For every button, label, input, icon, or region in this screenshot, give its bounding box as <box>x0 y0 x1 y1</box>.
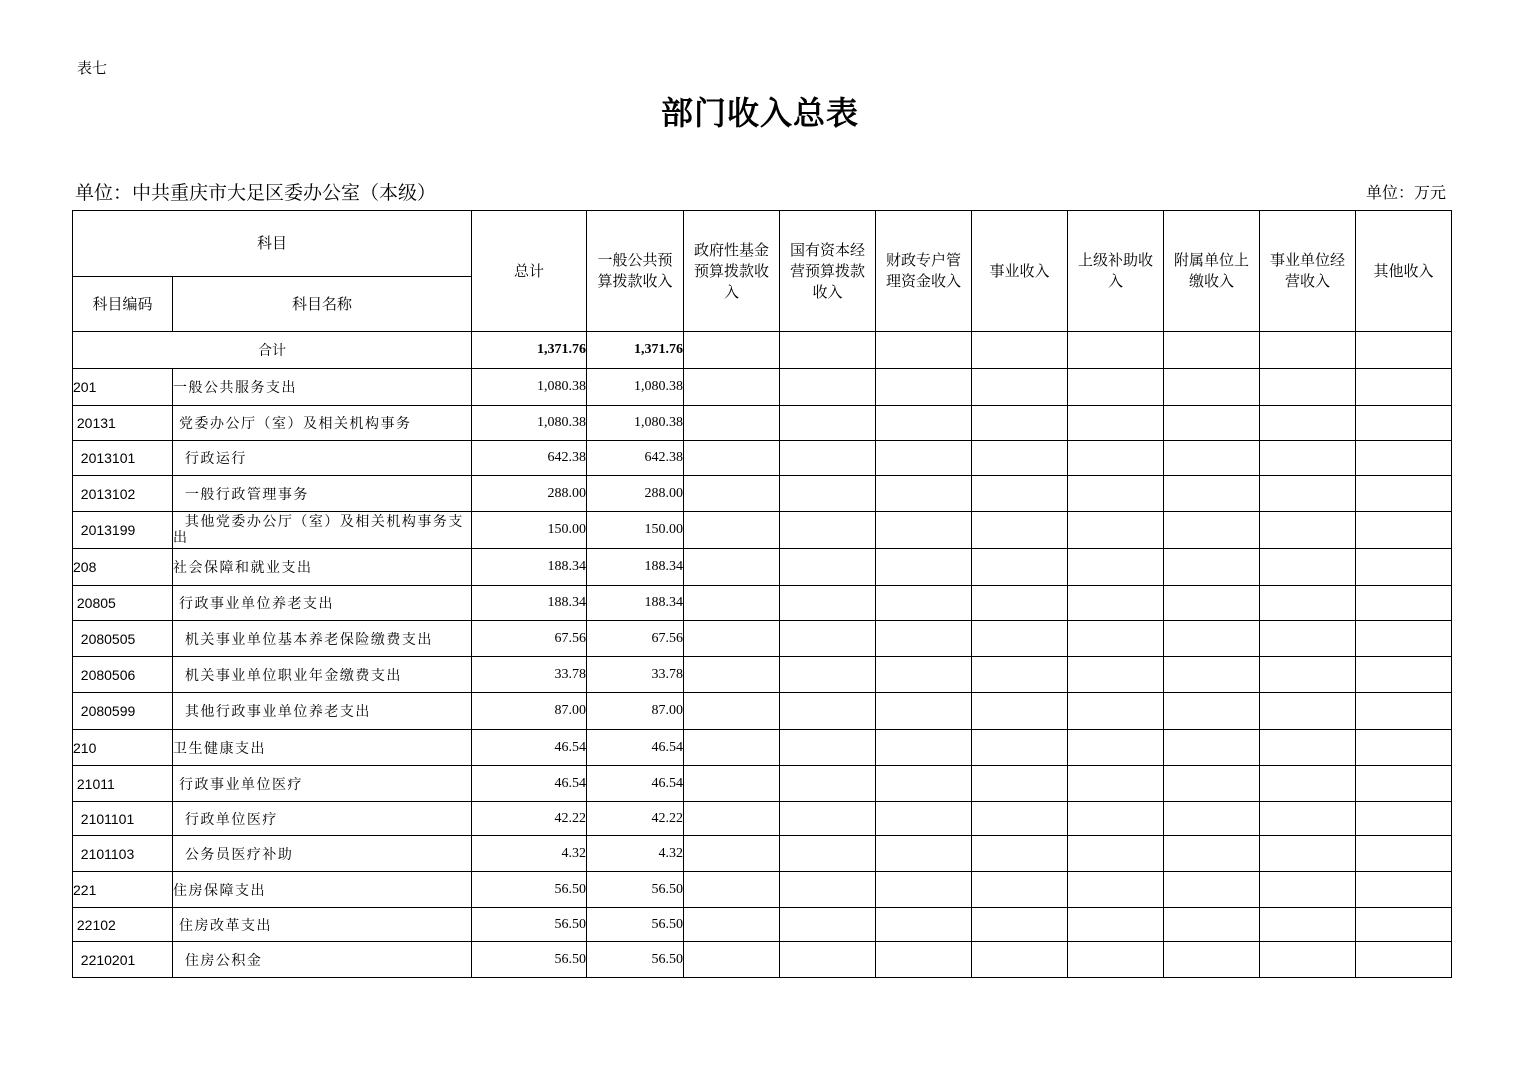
empty-cell <box>780 621 876 657</box>
subject-name: 党委办公厅（室）及相关机构事务 <box>173 406 472 441</box>
empty-cell <box>684 549 780 586</box>
subject-code: 2210201 <box>73 942 173 978</box>
empty-cell <box>1356 872 1452 908</box>
table-row <box>73 872 1452 908</box>
total-label: 合计 <box>73 332 472 369</box>
empty-cell <box>876 802 972 836</box>
empty-cell <box>972 802 1068 836</box>
empty-cell <box>780 369 876 406</box>
empty-cell <box>1164 766 1260 802</box>
empty-cell <box>780 441 876 476</box>
empty-cell <box>684 908 780 942</box>
table-row <box>73 586 1452 621</box>
empty-cell <box>684 406 780 441</box>
subject-name: 公务员医疗补助 <box>173 836 472 872</box>
empty-cell <box>780 730 876 766</box>
empty-cell <box>972 441 1068 476</box>
row-total: 87.00 <box>472 693 587 730</box>
empty-cell <box>1356 441 1452 476</box>
subject-code: 22102 <box>73 908 173 942</box>
empty-cell <box>1260 802 1356 836</box>
empty-cell <box>1164 369 1260 406</box>
header-code: 科目编码 <box>73 277 173 332</box>
empty-cell <box>684 836 780 872</box>
empty-cell <box>1164 621 1260 657</box>
header-general-budget: 一般公共预算拨款收入 <box>587 211 684 332</box>
subject-name: 其他行政事业单位养老支出 <box>173 693 472 730</box>
empty-cell <box>972 369 1068 406</box>
row-total: 67.56 <box>472 621 587 657</box>
row-general-budget: 4.32 <box>587 836 684 872</box>
unit-organization: 单位：中共重庆市大足区委办公室（本级） <box>75 182 437 204</box>
subject-code: 21011 <box>73 766 173 802</box>
empty-cell <box>780 586 876 621</box>
subject-name: 住房改革支出 <box>173 908 472 942</box>
row-general-budget: 87.00 <box>587 693 684 730</box>
row-general-budget: 33.78 <box>587 657 684 693</box>
empty-cell <box>972 512 1068 549</box>
empty-cell <box>876 512 972 549</box>
row-general-budget: 46.54 <box>587 766 684 802</box>
table-number: 表七 <box>77 59 108 77</box>
row-total: 4.32 <box>472 836 587 872</box>
subject-name: 机关事业单位基本养老保险缴费支出 <box>173 621 472 657</box>
empty-cell <box>1164 908 1260 942</box>
empty-cell <box>1260 942 1356 978</box>
empty-cell <box>1068 730 1164 766</box>
empty-cell <box>1356 693 1452 730</box>
page-title: 部门收入总表 <box>660 94 859 132</box>
empty-cell <box>1068 621 1164 657</box>
subject-name: 卫生健康支出 <box>173 730 472 766</box>
row-total: 56.50 <box>472 908 587 942</box>
table-row <box>73 657 1452 693</box>
empty-cell <box>1356 730 1452 766</box>
empty-cell <box>1356 369 1452 406</box>
subject-code: 2080506 <box>73 657 173 693</box>
empty-cell <box>684 512 780 549</box>
empty-cell <box>1068 908 1164 942</box>
empty-cell <box>684 441 780 476</box>
empty-cell <box>1164 512 1260 549</box>
empty-cell <box>780 802 876 836</box>
empty-cell <box>684 693 780 730</box>
empty-cell <box>1260 657 1356 693</box>
empty-cell <box>972 836 1068 872</box>
empty-cell <box>780 942 876 978</box>
subject-code: 201 <box>73 369 173 406</box>
empty-cell <box>1260 908 1356 942</box>
unit-currency: 单位：万元 <box>1365 183 1446 202</box>
empty-cell <box>972 657 1068 693</box>
header-total: 总计 <box>472 211 587 332</box>
empty-cell <box>1164 836 1260 872</box>
row-general-budget: 67.56 <box>587 621 684 657</box>
empty-cell <box>780 908 876 942</box>
row-general-budget: 288.00 <box>587 476 684 512</box>
empty-cell <box>972 766 1068 802</box>
empty-cell <box>780 836 876 872</box>
total-sum: 1,371.76 <box>472 332 587 369</box>
empty-cell <box>1356 802 1452 836</box>
subject-code: 2101103 <box>73 836 173 872</box>
row-general-budget: 1,080.38 <box>587 369 684 406</box>
table-row <box>73 476 1452 512</box>
subject-code: 208 <box>73 549 173 586</box>
row-general-budget: 56.50 <box>587 908 684 942</box>
table-row <box>73 836 1452 872</box>
table-row <box>73 942 1452 978</box>
subject-name: 社会保障和就业支出 <box>173 549 472 586</box>
row-total: 56.50 <box>472 872 587 908</box>
table-row <box>73 766 1452 802</box>
empty-cell <box>684 476 780 512</box>
empty-cell <box>1356 908 1452 942</box>
empty-cell <box>1068 441 1164 476</box>
subject-code: 2013102 <box>73 476 173 512</box>
subject-code: 2101101 <box>73 802 173 836</box>
header-state-capital: 国有资本经营预算拨款收入 <box>780 211 876 332</box>
row-general-budget: 642.38 <box>587 441 684 476</box>
empty-cell <box>684 872 780 908</box>
subject-name: 其他党委办公厅（室）及相关机构事务支出 <box>173 512 472 549</box>
subject-code: 2013199 <box>73 512 173 549</box>
table-row <box>73 512 1452 549</box>
empty-cell <box>1164 441 1260 476</box>
empty-cell <box>876 693 972 730</box>
empty-cell <box>876 369 972 406</box>
header-affiliated-payment: 附属单位上缴收入 <box>1164 211 1260 332</box>
empty-cell <box>780 406 876 441</box>
empty-cell <box>972 621 1068 657</box>
table-row <box>73 908 1452 942</box>
empty-cell <box>780 549 876 586</box>
empty-cell <box>780 476 876 512</box>
empty-cell <box>1068 549 1164 586</box>
table-row <box>73 549 1452 586</box>
row-total: 642.38 <box>472 441 587 476</box>
empty-cell <box>684 766 780 802</box>
income-summary-table <box>72 210 1452 978</box>
row-total: 46.54 <box>472 730 587 766</box>
row-total: 56.50 <box>472 942 587 978</box>
row-general-budget: 188.34 <box>587 586 684 621</box>
header-name: 科目名称 <box>173 277 472 332</box>
row-general-budget: 56.50 <box>587 942 684 978</box>
empty-cell <box>1260 406 1356 441</box>
row-total: 33.78 <box>472 657 587 693</box>
row-total: 188.34 <box>472 549 587 586</box>
empty-cell <box>1260 730 1356 766</box>
empty-cell <box>876 942 972 978</box>
empty-cell <box>780 693 876 730</box>
empty-cell <box>780 766 876 802</box>
empty-cell <box>780 657 876 693</box>
subject-name: 住房公积金 <box>173 942 472 978</box>
empty-cell <box>684 369 780 406</box>
empty-cell <box>1356 836 1452 872</box>
row-total: 1,080.38 <box>472 406 587 441</box>
empty-cell <box>876 406 972 441</box>
row-total: 150.00 <box>472 512 587 549</box>
empty-cell <box>684 657 780 693</box>
header-superior-subsidy: 上级补助收入 <box>1068 211 1164 332</box>
empty-cell <box>1068 693 1164 730</box>
empty-cell <box>876 908 972 942</box>
row-general-budget: 42.22 <box>587 802 684 836</box>
empty-cell <box>1356 406 1452 441</box>
empty-cell <box>1356 476 1452 512</box>
empty-cell <box>1356 549 1452 586</box>
empty-cell <box>972 476 1068 512</box>
empty-cell <box>1068 512 1164 549</box>
empty-cell <box>876 657 972 693</box>
empty-cell <box>1164 802 1260 836</box>
row-total: 1,080.38 <box>472 369 587 406</box>
empty-cell <box>1260 476 1356 512</box>
empty-cell <box>1164 406 1260 441</box>
empty-cell <box>1068 586 1164 621</box>
subject-name: 住房保障支出 <box>173 872 472 908</box>
empty-cell <box>1068 942 1164 978</box>
row-total: 46.54 <box>472 766 587 802</box>
empty-cell <box>1164 693 1260 730</box>
empty-cell <box>876 549 972 586</box>
empty-cell <box>1164 730 1260 766</box>
table-row <box>73 730 1452 766</box>
table-row <box>73 406 1452 441</box>
header-gov-fund: 政府性基金预算拨款收入 <box>684 211 780 332</box>
empty-cell <box>1068 802 1164 836</box>
empty-cell <box>876 766 972 802</box>
subject-code: 2080505 <box>73 621 173 657</box>
empty-cell <box>684 802 780 836</box>
subject-code: 221 <box>73 872 173 908</box>
table-row <box>73 802 1452 836</box>
empty-cell <box>1068 766 1164 802</box>
row-general-budget: 188.34 <box>587 549 684 586</box>
empty-cell <box>876 586 972 621</box>
subject-name: 行政事业单位养老支出 <box>173 586 472 621</box>
empty-cell <box>876 836 972 872</box>
empty-cell <box>1356 942 1452 978</box>
empty-cell <box>1260 441 1356 476</box>
empty-cell <box>876 872 972 908</box>
table-row <box>73 369 1452 406</box>
empty-cell <box>1260 369 1356 406</box>
subject-code: 210 <box>73 730 173 766</box>
empty-cell <box>1260 693 1356 730</box>
empty-cell <box>1356 657 1452 693</box>
table-row <box>73 693 1452 730</box>
subject-code: 2013101 <box>73 441 173 476</box>
empty-cell <box>1068 836 1164 872</box>
empty-cell <box>972 872 1068 908</box>
empty-cell <box>972 406 1068 441</box>
subject-code: 2080599 <box>73 693 173 730</box>
subject-name: 一般行政管理事务 <box>173 476 472 512</box>
empty-cell <box>876 621 972 657</box>
row-general-budget: 56.50 <box>587 872 684 908</box>
subject-name: 行政运行 <box>173 441 472 476</box>
empty-cell <box>1260 766 1356 802</box>
subject-code: 20805 <box>73 586 173 621</box>
subject-name: 机关事业单位职业年金缴费支出 <box>173 657 472 693</box>
row-general-budget: 150.00 <box>587 512 684 549</box>
header-subject: 科目 <box>73 211 472 277</box>
empty-cell <box>1356 766 1452 802</box>
header-business-income: 事业收入 <box>972 211 1068 332</box>
empty-cell <box>1068 657 1164 693</box>
empty-cell <box>1260 512 1356 549</box>
empty-cell <box>1164 586 1260 621</box>
subject-name: 一般公共服务支出 <box>173 369 472 406</box>
row-total: 42.22 <box>472 802 587 836</box>
table-row <box>73 441 1452 476</box>
empty-cell <box>876 476 972 512</box>
empty-cell <box>972 942 1068 978</box>
empty-cell <box>1068 476 1164 512</box>
empty-cell <box>1068 406 1164 441</box>
header-other-income: 其他收入 <box>1356 211 1452 332</box>
header-special-fund: 财政专户管理资金收入 <box>876 211 972 332</box>
row-general-budget: 46.54 <box>587 730 684 766</box>
empty-cell <box>876 730 972 766</box>
empty-cell <box>1068 369 1164 406</box>
empty-cell <box>780 872 876 908</box>
header-operating-income: 事业单位经营收入 <box>1260 211 1356 332</box>
empty-cell <box>972 693 1068 730</box>
row-general-budget: 1,080.38 <box>587 406 684 441</box>
empty-cell <box>684 621 780 657</box>
empty-cell <box>972 908 1068 942</box>
empty-cell <box>684 730 780 766</box>
empty-cell <box>1356 512 1452 549</box>
empty-cell <box>684 942 780 978</box>
table-row <box>73 621 1452 657</box>
subject-name: 行政事业单位医疗 <box>173 766 472 802</box>
empty-cell <box>972 549 1068 586</box>
empty-cell <box>1164 476 1260 512</box>
empty-cell <box>972 586 1068 621</box>
empty-cell <box>972 730 1068 766</box>
total-general: 1,371.76 <box>587 332 684 369</box>
empty-cell <box>684 586 780 621</box>
empty-cell <box>1260 549 1356 586</box>
row-total: 188.34 <box>472 586 587 621</box>
empty-cell <box>1260 621 1356 657</box>
empty-cell <box>1164 549 1260 586</box>
empty-cell <box>1260 586 1356 621</box>
subject-code: 20131 <box>73 406 173 441</box>
empty-cell <box>1164 872 1260 908</box>
empty-cell <box>780 512 876 549</box>
empty-cell <box>1260 872 1356 908</box>
empty-cell <box>1068 872 1164 908</box>
empty-cell <box>1356 586 1452 621</box>
empty-cell <box>876 441 972 476</box>
empty-cell <box>1164 942 1260 978</box>
subject-name: 行政单位医疗 <box>173 802 472 836</box>
empty-cell <box>1260 836 1356 872</box>
empty-cell <box>1356 621 1452 657</box>
row-total: 288.00 <box>472 476 587 512</box>
empty-cell <box>1164 657 1260 693</box>
total-row <box>73 332 1452 369</box>
